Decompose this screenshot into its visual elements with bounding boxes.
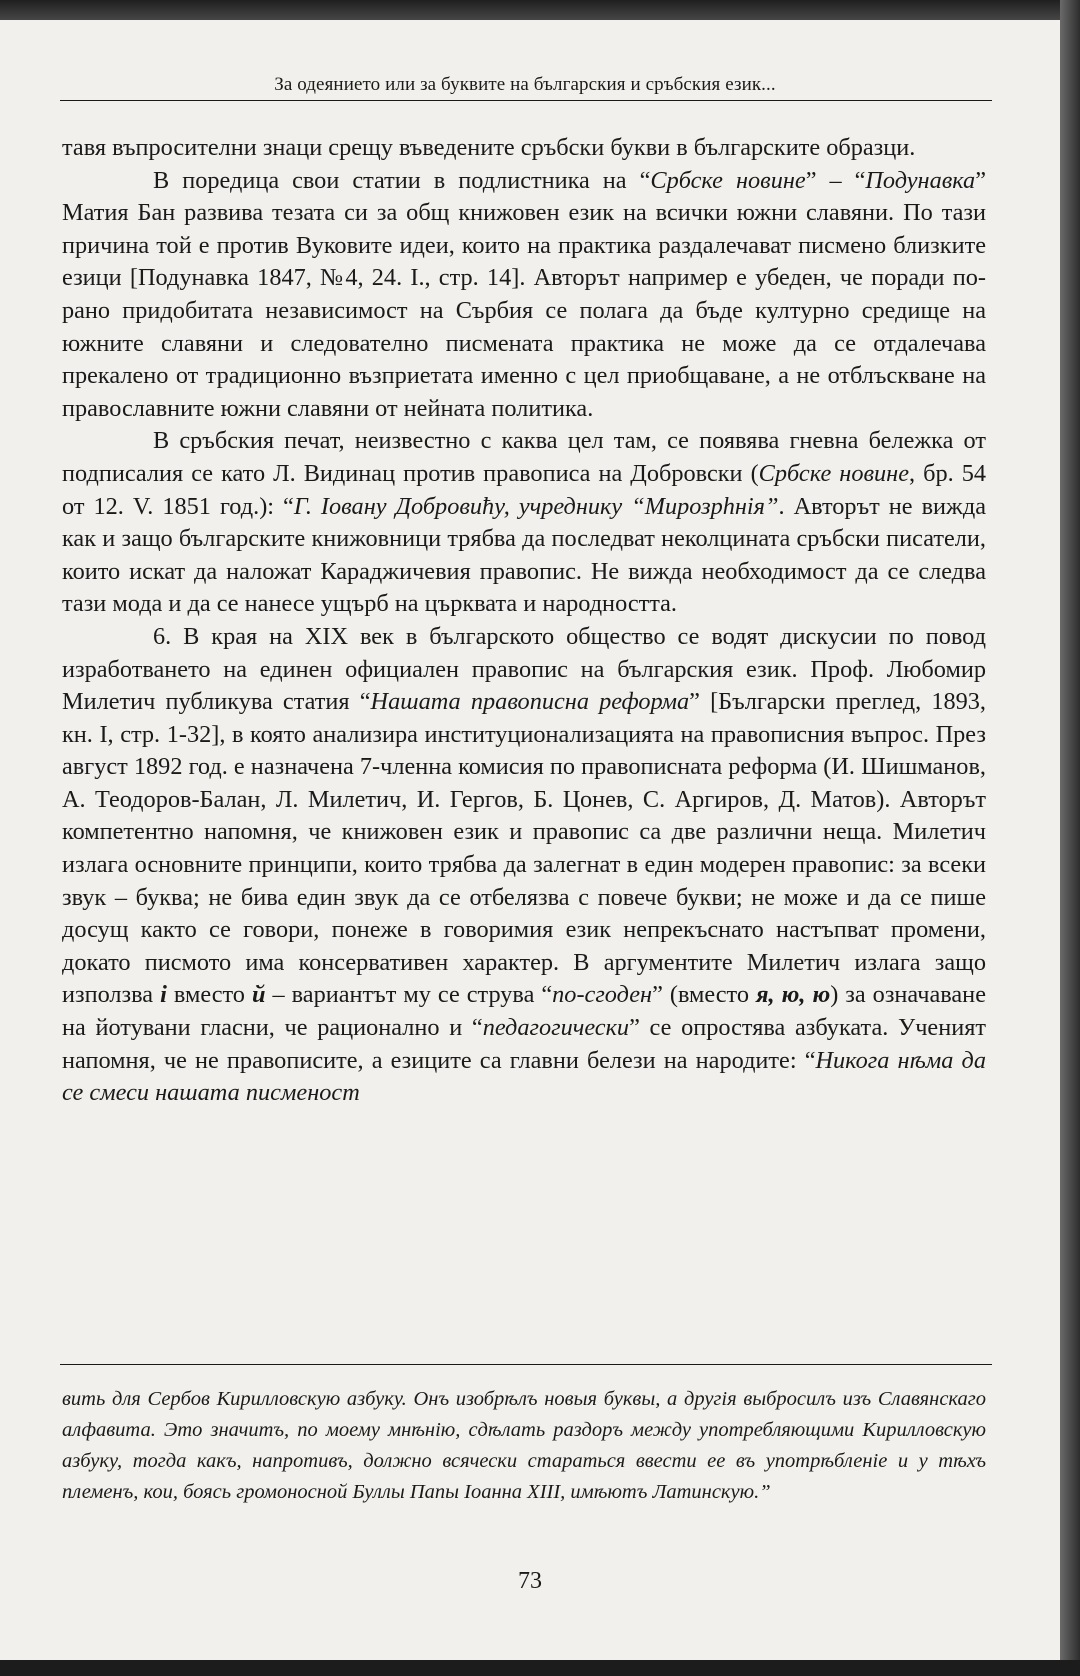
text-span: – вариантът му се струва “ (265, 981, 553, 1009)
text-span: , бр. 54 от 12. V. 1851 год.): “ (62, 459, 987, 520)
italic-letter-title: Г. Іовану Добровићу, учреднику “Мирозрhнія” (293, 492, 779, 520)
paragraph-continued: тавя въпросителни знаци срещу въведените сръбски букви в българските образци. (62, 134, 916, 161)
italic-podunavka: Подунавка (865, 166, 976, 194)
paragraph-vidinac (62, 425, 986, 621)
text-span: В сръбския печат, неизвестно с каква цел там, се появява гневна бележка от подписалия се като Л. Видинац против правописа на Добровски ( (62, 427, 986, 487)
italic-quote: Никога нѣма да се смеси нашата писменост (62, 1046, 986, 1107)
text-span: ” (вместо (652, 981, 757, 1009)
paragraph-miletich (62, 621, 986, 1110)
bold-letters-ya-yu: я, ю, ю (756, 981, 831, 1009)
text-span: ” Матия Бан развива тезата си за общ книжовен език на всички южни славяни. По тази причина той е против Вуковите идеи, които на практика раздалечават писмено близките езици [Подунавка 1847, №4, 24. I., стр. 14]. Авторът например е убеден, че поради по-рано придобитата независимост на Сърбия се полага да бъде културно средище на южните славяни и следователно писмената практика не може да се отдалечава прекалено от традиционно възприетата именно с цел приобщаване, а не отблъскване на православните южни славяни от нейната политика. (62, 166, 986, 422)
scan-edge-bottom (0, 1660, 1080, 1676)
paragraph-matija-ban (62, 165, 986, 426)
footnote-rule (60, 1364, 992, 1365)
scan-edge-top (0, 0, 1080, 22)
page-number: 73 (518, 1568, 542, 1594)
bold-letter-y: й (251, 981, 266, 1009)
text-span: ” – “ (805, 166, 866, 194)
text-span: ” [Български преглед, 1893, кн. I, стр. 1-32], в която анализира институционализацията на правописния въпрос. През август 1892 год. е назначена 7-членна комисия по правописната реформа (И. Шишманов, А. Теодоров-Балан, Л. Милетич, И. Гергов, Б. Цонев, С. Аргиров, Д. Матов). Авторът компетентно напомня, че книжовен език и правопис са две различни неща. Милетич излага основните принципи, които трябва да залегнат в един модерен правопис: за всеки звук – буква; не бива един звук да се отбелязва с повече букви; не може и да се пише досущ както се говори, понеже в говоримия език непрекъснато настъпват промени, докато писмото има консервативен характер. В аргументите Милетич излага защо използва (62, 688, 986, 1009)
running-head: За одеянието или за буквите на българския и сръбския език... (274, 74, 776, 95)
header-rule (60, 100, 992, 101)
text-span: . Авторът не вижда как и защо българските книжовници трябва да последват неколцината сръбски писатели, които искат да наложат Караджичевия правопис. Не вижда необходимост да се следва тази мода и да се нанесе ущърб на църквата и народността. (62, 492, 986, 618)
text-span: вместо (166, 981, 252, 1009)
main-text (62, 132, 986, 1110)
italic-po-sgoden: по-сгоден (552, 981, 653, 1009)
bold-letter-i: і (160, 981, 167, 1009)
text-span: ) за означаване на йотувани гласни, че рационално и “ (62, 981, 986, 1042)
scan-edge-right (1060, 0, 1080, 1676)
text-span: 6. В края на XIX век в българското общество се водят дискусии по повод изработването на единен официален правопис на българския език. Проф. Любомир Милетич публикува статия “ (62, 622, 986, 716)
text-span: ” се опростява азбуката. Ученият напомня, че не правописите, а езиците са главни белези на народите: “ (62, 1014, 987, 1074)
footnote: вить для Сербов Кирилловскую азбуку. Онъ изобрѣлъ новыя буквы, а другія выбросилъ изъ Славянскаго алфавита. Это значитъ, по моему мнѣнію, сдѣлать раздоръ между употребляющими Кирилловскую азбуку, тогда какъ, напротивъ, должно всячески стараться ввести ее въ употрѣбленіе и у тѣхъ племенъ, кои, боясь громоносной Буллы Папы Іоанна XIII, имѣютъ Латинскую.” (62, 1388, 986, 1503)
italic-srbske-novine: Србске новине (758, 459, 910, 487)
italic-pedagogicheski: педагогически (482, 1014, 630, 1042)
text-span: В поредица свои статии в подлистника на “ (153, 166, 651, 194)
italic-srbske-novine: Србске новине (650, 166, 806, 194)
book-page (0, 20, 1060, 1660)
italic-article-title: Нашата правописна реформа (370, 688, 690, 716)
